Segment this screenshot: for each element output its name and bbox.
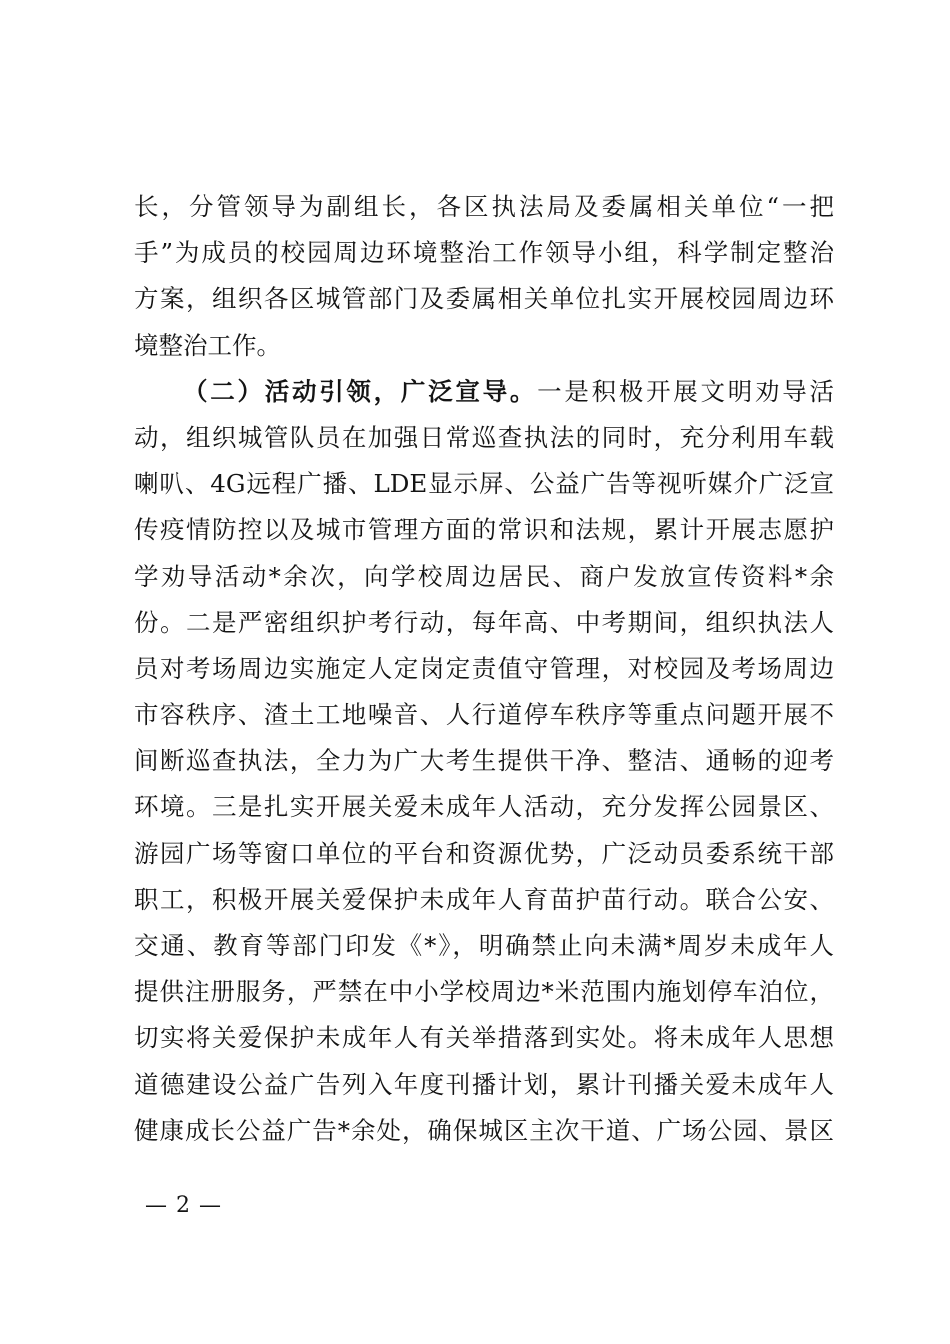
text-line: 交通、教育等部门印发《*》，明确禁止向未满*周岁未成年人 <box>134 931 834 960</box>
text-line: 喇叭、4G远程广播、LDE显示屏、公益广告等视听媒介广泛宣 <box>134 469 834 499</box>
text-line: 职工，积极开展关爱保护未成年人育苗护苗行动。联合公安、 <box>134 884 834 914</box>
text-line: 境整治工作。 <box>134 330 281 360</box>
text-line: 提供注册服务，严禁在中小学校周边*米范围内施划停车泊位， <box>134 977 834 1007</box>
text-line: 环境。三是扎实开展关爱未成年人活动，充分发挥公园景区、 <box>134 792 834 822</box>
text-line: 传疫情防控以及城市管理方面的常识和法规，累计开展志愿护 <box>134 515 834 545</box>
text-line: 学劝导活动*余次，向学校周边居民、商户发放宣传资料*余 <box>134 561 834 591</box>
text-line: 市容秩序、渣土工地噪音、人行道停车秩序等重点问题开展不 <box>134 700 834 730</box>
section-heading: （二）活动引领，广泛宣导。 <box>183 376 538 406</box>
text-run: 一是积极开展文明劝导活 <box>537 376 834 406</box>
text-line: 手”为成员的校园周边环境整治工作领导小组，科学制定整治 <box>134 238 834 268</box>
text-line: 游园广场等窗口单位的平台和资源优势，广泛动员委系统干部 <box>134 838 834 868</box>
text-line: 员对考场周边实施定人定岗定责值守管理，对校园及考场周边 <box>134 653 834 683</box>
text-line: 道德建设公益广告列入年度刊播计划，累计刊播关爱未成年人 <box>134 1069 834 1099</box>
text-line: 动，组织城管队员在加强日常巡查执法的同时，充分利用车载 <box>134 422 834 452</box>
text-line: 份。二是严密组织护考行动，每年高、中考期间，组织执法人 <box>134 607 834 637</box>
text-line: 切实将关爱保护未成年人有关举措落到实处。将未成年人思想 <box>134 1023 834 1053</box>
text-line: 健康成长公益广告*余处，确保城区主次干道、广场公园、景区 <box>134 1115 834 1145</box>
page-number: — 2 — <box>145 1193 222 1218</box>
text-line: 方案，组织各区城管部门及委属相关单位扎实开展校园周边环 <box>134 284 834 314</box>
text-line: 间断巡查执法，全力为广大考生提供干净、整洁、通畅的迎考 <box>134 746 834 776</box>
body-text <box>134 184 834 1154</box>
text-line: 长，分管领导为副组长，各区执法局及委属相关单位“一把 <box>134 192 834 221</box>
section-first-line <box>134 369 834 415</box>
